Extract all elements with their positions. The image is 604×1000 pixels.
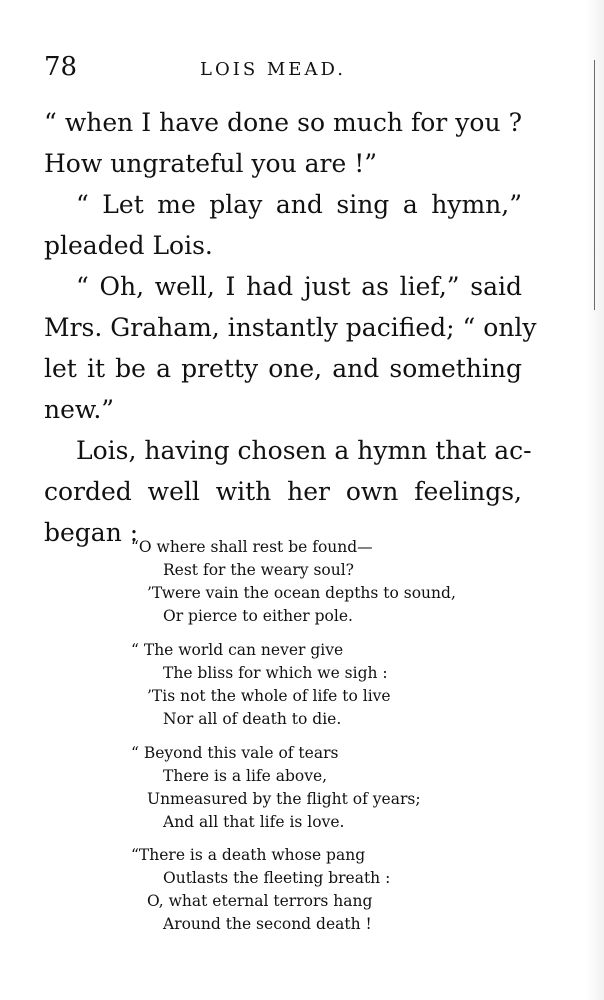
hymn-line: The bliss for which we sigh : <box>163 664 388 682</box>
hymn-line: “ Beyond this vale of tears <box>131 744 339 762</box>
hymn-line: Or pierce to either pole. <box>163 607 353 625</box>
page-number: 78 <box>44 52 78 82</box>
hymn-line: ’Twere vain the ocean depths to sound, <box>147 584 456 602</box>
hymn-line: “ The world can never give <box>131 641 344 659</box>
hymn-line: Outlasts the fleeting breath : <box>163 869 391 887</box>
hymn-line: There is a life above, <box>163 767 328 785</box>
page-edge-line <box>594 60 595 310</box>
prose-line: let it be a pretty one, and something <box>44 354 522 383</box>
prose-line: began : <box>44 518 139 547</box>
prose-line: Lois, having chosen a hymn that ac- <box>76 436 532 465</box>
prose-line: How ungrateful you are !” <box>44 149 378 178</box>
hymn-line: Rest for the weary soul? <box>163 561 354 579</box>
prose-line: “ Let me play and sing a hymn,” <box>76 190 522 219</box>
prose-line: “ Oh, well, I had just as lief,” said <box>76 272 522 301</box>
prose-line: “ when I have done so much for you ? <box>44 108 522 137</box>
hymn-line: Unmeasured by the flight of years; <box>147 790 421 808</box>
prose-line: new.” <box>44 395 115 424</box>
hymn-line: O, what eternal terrors hang <box>147 892 373 910</box>
hymn-line: “There is a death whose pang <box>131 846 366 864</box>
prose-line: corded well with her own feelings, <box>44 477 522 506</box>
page-edge-shadow <box>586 0 604 1000</box>
hymn-line: ’Tis not the whole of life to live <box>147 687 391 705</box>
prose-line: Mrs. Graham, instantly pacified; “ only <box>44 313 537 342</box>
hymn-line: And all that life is love. <box>163 813 345 831</box>
prose-line: pleaded Lois. <box>44 231 213 260</box>
hymn-line: Nor all of death to die. <box>163 710 342 728</box>
running-title: LOIS MEAD. <box>200 59 346 80</box>
hymn-line: “O where shall rest be found— <box>131 538 373 556</box>
hymn-line: Around the second death ! <box>163 915 372 933</box>
